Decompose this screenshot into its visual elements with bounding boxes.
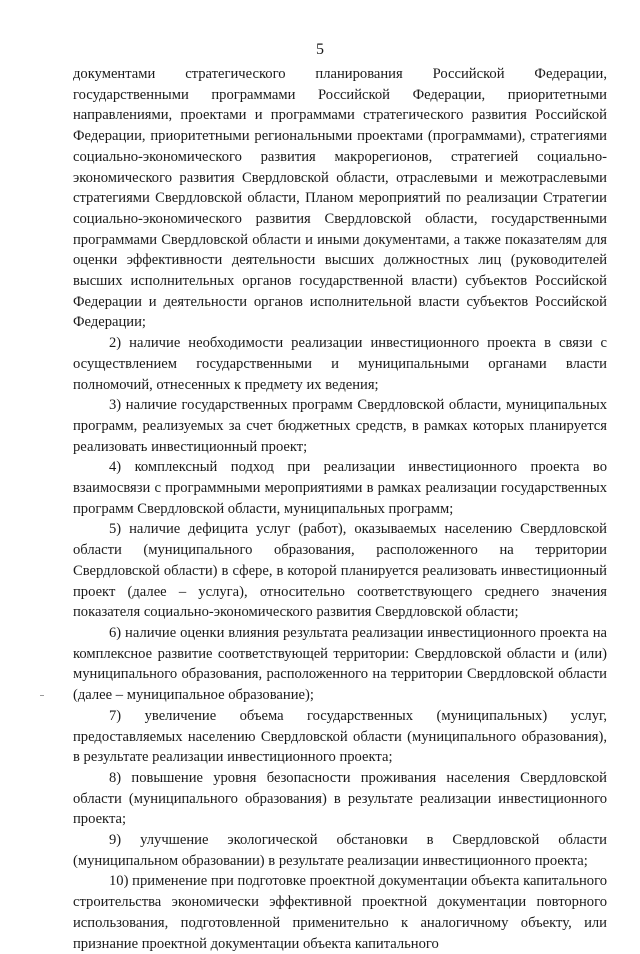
paragraph-item-5: 5) наличие дефицита услуг (работ), оказываемых населению Свердловской области (муниципального образования, расположенного на территории Свердловской области) в сфере, в которой планируется реализовать инвестиционный проект (далее – услуга), относительно соответствующего среднего значения показателя социально-экономического развития Свердловской области; (73, 521, 607, 621)
paragraph-item-7: 7) увеличение объема государственных (муниципальных) услуг, предоставляемых населению Свердловской области (муниципального образования), в результате реализации инвестиционного проекта; (73, 707, 607, 766)
margin-mark (40, 695, 44, 696)
paragraph-item-10: 10) применение при подготовке проектной документации объекта капитального строительства экономически эффективной проектной документации повторного использования, подготовленной применительно к аналогичному объекту, или признание проектной документации объекта капитального (73, 873, 607, 952)
document-body (73, 64, 607, 954)
paragraph-item-9: 9) улучшение экологической обстановки в Свердловской области (муниципальном образовании) в результате реализации инвестиционного проекта; (73, 832, 607, 869)
paragraph-continuation: документами стратегического планирования Российской Федерации, государственными программами Российской Федерации, приоритетными направлениями, проектами и программами стратегического развития Российской Федерации, приоритетными региональными проектами (программами), стратегиями социально-экономического развития макрорегионов, стратегией социально-экономического развития Свердловской области, отраслевыми и межотраслевыми стратегиями Свердловской области, Планом мероприятий по реализации Стратегии социально-экономического развития Свердловской области, государственными программами Свердловской области и иными документами, а также показателям для оценки эффективности деятельности высших должностных лиц (руководителей высших исполнительных органов государственной власти) субъектов Российской Федерации и деятельности органов исполнительной власти субъектов Российской Федерации; (73, 66, 607, 331)
paragraph-item-2: 2) наличие необходимости реализации инвестиционного проекта в связи с осуществлением государственными и муниципальными органами власти полномочий, отнесенных к предмету их ведения; (73, 335, 607, 393)
paragraph-item-6: 6) наличие оценки влияния результата реализации инвестиционного проекта на комплексное развитие соответствующей территории: Свердловской области и (или) муниципального образования, расположенного на территории Свердловской области (далее – муниципальное образование); (73, 624, 607, 704)
paragraph-item-3: 3) наличие государственных программ Свердловской области, муниципальных программ, реализуемых за счет бюджетных средств, в рамках которых планируется реализовать инвестиционный проект; (73, 397, 607, 455)
page-number: 5 (316, 41, 324, 58)
paragraph-item-8: 8) повышение уровня безопасности проживания населения Свердловской области (муниципального образования) в результате реализации инвестиционного проекта; (73, 769, 607, 828)
paragraph-item-4: 4) комплексный подход при реализации инвестиционного проекта во взаимосвязи с программными мероприятиями в рамках реализации государственных программ Свердловской области, муниципальных программ; (73, 459, 607, 517)
